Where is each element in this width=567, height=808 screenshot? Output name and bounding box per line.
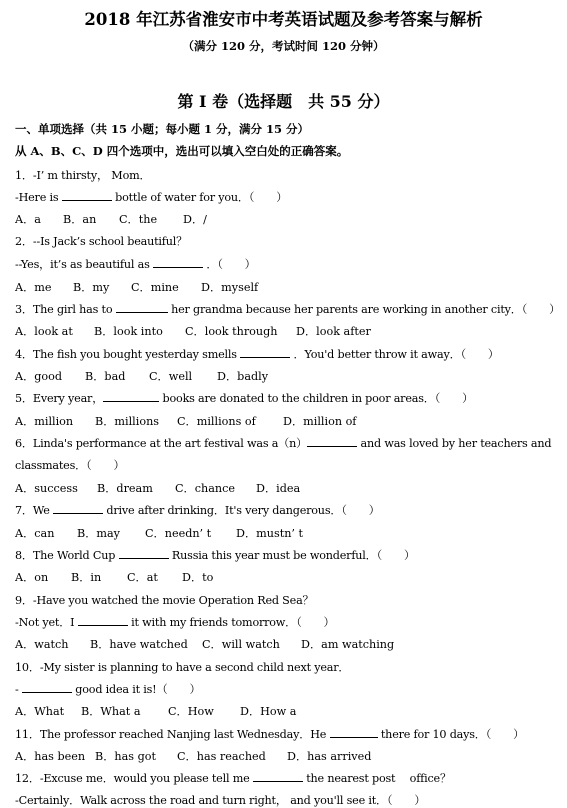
question-1-line <box>15 189 287 205</box>
option-c: C．needn’ t <box>145 527 212 540</box>
option-b: B．have watched <box>90 638 188 651</box>
answer-blank <box>22 681 72 693</box>
option-a: A．good <box>15 370 63 383</box>
question-5-stem <box>15 390 473 406</box>
option-c: C．has reached <box>177 750 266 763</box>
question-5-options <box>15 413 356 429</box>
q6-text-a: 6．Linda's performance at the art festival was a（n） <box>15 437 308 450</box>
q1-text-b: bottle of water for you．（ ） <box>111 191 288 204</box>
exam-info: （满分 120 分，考试时间 120 分钟） <box>182 39 385 53</box>
question-11-stem <box>15 726 524 742</box>
q2-text-a: --Yes，it’s as beautiful as <box>15 258 153 271</box>
answer-blank <box>240 346 290 358</box>
q12-text-a: 12．-Excuse me．would you please tell me <box>15 772 253 785</box>
question-2-options <box>15 279 258 295</box>
option-a: A．watch <box>15 638 69 651</box>
q11-text-a: 11．The professor reached Nanjing last Wednesday．He <box>15 728 330 741</box>
option-b: B．look into <box>94 325 163 338</box>
option-c: C．How <box>168 705 214 718</box>
question-6-options <box>15 480 300 496</box>
option-c: C．millions of <box>177 415 256 428</box>
option-c: C．mine <box>131 281 179 294</box>
option-a: A．success <box>15 482 78 495</box>
option-d: D．look after <box>296 325 371 338</box>
answer-blank <box>103 390 159 402</box>
option-d: D．has arrived <box>287 750 372 763</box>
question-3-stem <box>15 301 560 317</box>
answer-blank <box>307 435 357 447</box>
question-2-line <box>15 256 256 272</box>
option-c: C．the <box>119 213 158 226</box>
question-7-stem <box>15 502 380 518</box>
question-10-stem: 10．-My sister is planning to have a second child next year． <box>15 661 350 674</box>
q4-text-a: 4．The fish you bought yesterday smells <box>15 348 241 361</box>
q1-text-a: -Here is <box>15 191 62 204</box>
option-b: B．in <box>71 571 102 584</box>
q9-text-a: -Not yet．I <box>15 616 78 629</box>
question-6-stem <box>15 435 551 451</box>
option-c: C．chance <box>175 482 235 495</box>
option-a: A．on <box>15 571 49 584</box>
option-b: B．my <box>73 281 110 294</box>
question-4-options <box>15 368 268 384</box>
page-title: 2018 年江苏省淮安市中考英语试题及参考答案与解析 <box>84 10 483 29</box>
question-7-options <box>15 525 303 541</box>
question-4-stem <box>15 346 499 362</box>
option-b: B．millions <box>95 415 160 428</box>
option-b: B．has got <box>95 750 156 763</box>
answer-blank <box>62 189 112 201</box>
question-12-line: -Certainly．Walk across the road and turn right， and you'll see it．（ ） <box>15 794 426 807</box>
q12-text-b: the nearest post office？ <box>302 772 451 785</box>
answer-blank <box>253 770 303 782</box>
question-10-options <box>15 703 296 719</box>
option-d: D．badly <box>217 370 269 383</box>
option-d: D．How a <box>240 705 297 718</box>
option-b: B．an <box>63 213 97 226</box>
option-c: C．well <box>149 370 193 383</box>
option-b: B．dream <box>97 482 153 495</box>
option-d: D．to <box>182 571 214 584</box>
option-b: B．bad <box>85 370 126 383</box>
question-2-stem: 2．--Is Jack’s school beautiful？ <box>15 235 188 248</box>
q3-text-a: 3．The girl has to <box>15 303 116 316</box>
option-c: C．at <box>127 571 158 584</box>
answer-blank <box>53 502 103 514</box>
q9-text-b: it with my friends tomorrow．（ ） <box>127 616 335 629</box>
section-instruction: 从 A、B、C、D 四个选项中，选出可以填入空白处的正确答案。 <box>15 144 349 158</box>
question-12-stem <box>15 770 451 786</box>
option-c: C．will watch <box>202 638 280 651</box>
question-9-stem: 9．-Have you watched the movie Operation Red Sea？ <box>15 594 314 607</box>
option-d: D．mustn’ t <box>236 527 304 540</box>
option-a: A．me <box>15 281 52 294</box>
question-11-options <box>15 748 371 764</box>
section-heading: 一、单项选择（共 15 小题；每小题 1 分，满分 15 分） <box>15 122 310 136</box>
question-8-options <box>15 569 213 585</box>
question-1-options <box>15 211 207 227</box>
volume-heading: 第 I 卷（选择题 共 55 分） <box>177 92 390 111</box>
option-a: A．a <box>15 213 41 226</box>
question-3-options <box>15 323 371 339</box>
option-d: D．idea <box>256 482 301 495</box>
option-a: A．has been <box>15 750 86 763</box>
question-1-stem: 1．-I’ m thirsty， Mom． <box>15 169 151 182</box>
question-8-stem <box>15 547 415 563</box>
answer-blank <box>116 301 168 313</box>
answer-blank <box>330 726 378 738</box>
q5-text-b: books are donated to the children in poor areas．（ ） <box>159 392 474 405</box>
q10-text-b: good idea it is!（ ） <box>71 683 201 696</box>
q4-text-b: ．You'd better throw it away．（ ） <box>290 348 499 361</box>
q7-text-a: 7．We <box>15 504 54 517</box>
q10-text-a: - <box>15 683 22 696</box>
answer-blank <box>153 256 203 268</box>
option-d: D．/ <box>183 213 207 226</box>
option-d: D．am watching <box>301 638 395 651</box>
option-a: A．look at <box>15 325 73 338</box>
option-a: A．million <box>15 415 74 428</box>
question-9-line <box>15 614 335 630</box>
option-d: D．million of <box>283 415 357 428</box>
q8-text-b: Russia this year must be wonderful．（ ） <box>168 549 415 562</box>
question-6-continued: classmates．（ ） <box>15 459 125 472</box>
question-9-options <box>15 636 394 652</box>
q8-text-a: 8．The World Cup <box>15 549 119 562</box>
option-a: A．What <box>15 705 65 718</box>
answer-blank <box>78 614 128 626</box>
question-10-line <box>15 681 200 697</box>
q3-text-b: her grandma because her parents are working in another city．（ ） <box>167 303 561 316</box>
answer-blank <box>119 547 169 559</box>
option-c: C．look through <box>185 325 278 338</box>
q2-text-b: ．（ ） <box>202 258 256 271</box>
option-b: B．may <box>77 527 121 540</box>
q5-text-a: 5．Every year， <box>15 392 104 405</box>
q6-text-b: and was loved by her teachers and <box>357 437 552 450</box>
q11-text-b: there for 10 days．（ ） <box>377 728 525 741</box>
option-d: D．myself <box>201 281 259 294</box>
option-a: A．can <box>15 527 55 540</box>
q7-text-b: drive after drinking．It's very dangerous．（ ） <box>103 504 380 517</box>
option-b: B．What a <box>81 705 141 718</box>
